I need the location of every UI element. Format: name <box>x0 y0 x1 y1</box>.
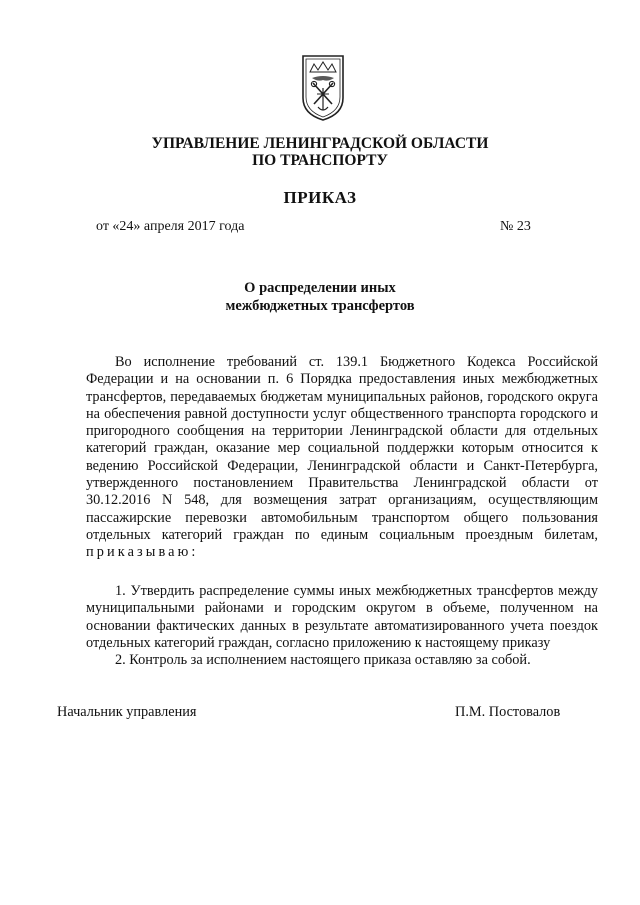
order-number: № 23 <box>500 219 531 234</box>
preamble-line: трансфертов, передаваемых бюджетам муниципальных районов, городского округа <box>86 388 598 405</box>
coat-of-arms-icon <box>300 52 346 122</box>
preamble-line: ведению Российской Федерации, Ленинградской области и Санкт-Петербурга, <box>86 457 598 474</box>
order-verb: приказываю: <box>86 544 199 561</box>
preamble-line: на обеспечения равной доступности услуг общественного транспорта городского и <box>86 405 598 422</box>
signatory-name: П.М. Постовалов <box>455 704 561 720</box>
subject-line2: межбюджетных трансфертов <box>225 298 415 314</box>
signatory-position: Начальник управления <box>57 704 197 720</box>
item1-line: основании фактических данных в результате автоматизированного учета поездок <box>86 617 598 634</box>
item1-line-last: отдельных категорий граждан, согласно приложению к настоящему приказу <box>86 634 551 651</box>
preamble-line: Федерации и на основании п. 6 Порядка предоставления иных межбюджетных <box>86 371 598 388</box>
order-date: от «24» апреля 2017 года <box>96 219 245 234</box>
order-items <box>86 583 598 669</box>
preamble-line: Во исполнение требований ст. 139.1 Бюджетного Кодекса Российской <box>115 354 598 370</box>
preamble-line: отдельных категорий граждан по единым социальным проездным билетам, <box>86 526 598 543</box>
document-type-title: ПРИКАЗ <box>283 188 357 207</box>
item1-line: муниципальными районами и городским округом в объеме, полученном на <box>86 600 598 617</box>
organization-name-line2: ПО ТРАНСПОРТУ <box>252 152 388 169</box>
preamble-line: пригородного сообщения на территории Ленинградской области для отдельных <box>86 423 598 440</box>
subject-line1: О распределении иных <box>244 280 396 296</box>
preamble-line: 30.12.2016 N 548, для возмещения затрат организациям, осуществляющим <box>86 492 598 509</box>
preamble-paragraph <box>86 354 598 562</box>
organization-name-line1: УПРАВЛЕНИЕ ЛЕНИНГРАДСКОЙ ОБЛАСТИ <box>151 135 489 152</box>
item2-line: 2. Контроль за исполнением настоящего приказа оставляю за собой. <box>115 652 531 669</box>
item1-line: 1. Утвердить распределение суммы иных межбюджетных трансфертов между <box>115 583 598 599</box>
preamble-line: категорий граждан, оказание мер социальной поддержки которым относится к <box>86 440 598 457</box>
preamble-line: пассажирские перевозки автомобильным транспортом общего пользования <box>86 509 598 526</box>
preamble-line: утвержденного постановлением Правительства Ленинградской области от <box>86 475 598 492</box>
